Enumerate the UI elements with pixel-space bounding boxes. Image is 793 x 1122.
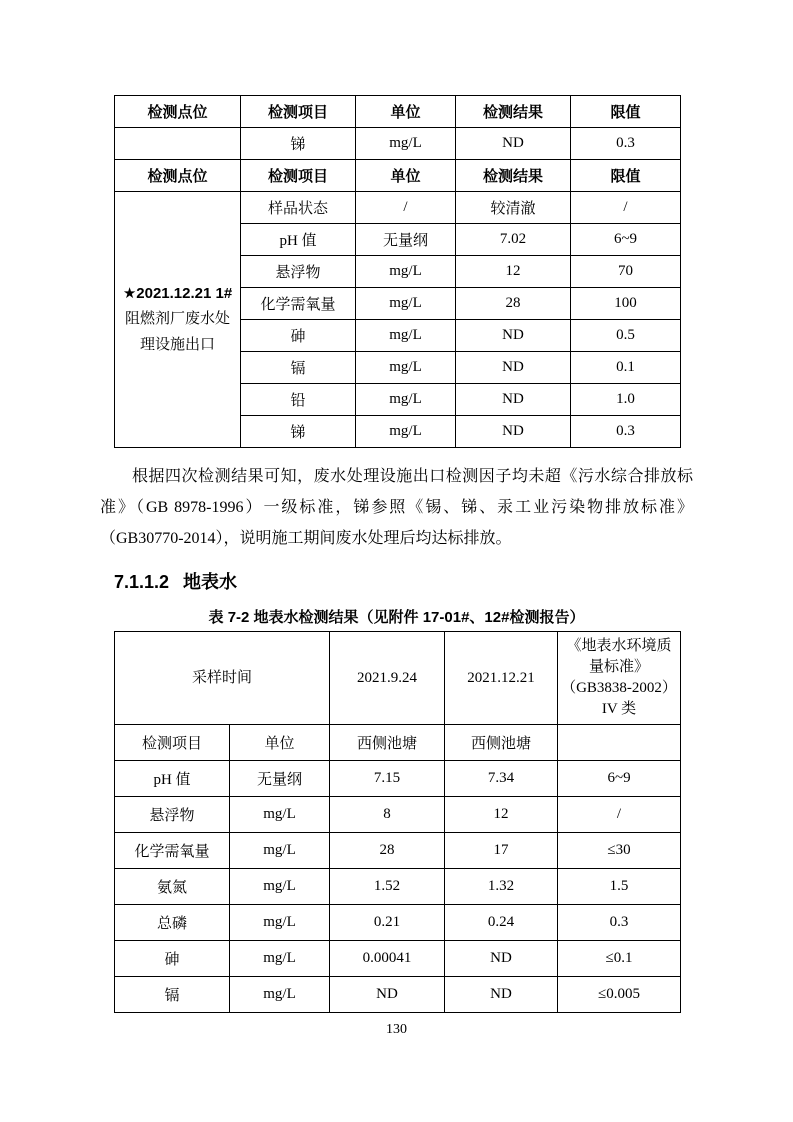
table-cell: mg/L: [356, 416, 456, 448]
table-cell: 0.3: [571, 128, 681, 160]
table-cell: mg/L: [356, 352, 456, 384]
table-cell: 0.24: [445, 905, 558, 941]
table1-row-antimony-top: [115, 128, 681, 160]
table-cell: mg/L: [356, 288, 456, 320]
table-cell: 无量纲: [356, 224, 456, 256]
section-number: 7.1.1.2: [114, 572, 170, 592]
table2-subheader-row: [115, 725, 681, 761]
table-cell: ≤0.005: [558, 977, 681, 1013]
standard-line: IV 类: [601, 701, 637, 717]
table-cell: 0.5: [571, 320, 681, 352]
table-cell: mg/L: [230, 833, 330, 869]
column-header-point: 检测点位: [115, 160, 241, 192]
table-cell: 1.5: [558, 869, 681, 905]
table2-caption: 表 7-2 地表水检测结果（见附件 17-01#、12#检测报告）: [208, 609, 585, 626]
table-cell: ND: [445, 977, 558, 1013]
sampling-time-label: 采样时间: [115, 632, 330, 725]
table-cell: 1.52: [330, 869, 445, 905]
sampling-date-1: 2021.9.24: [330, 632, 445, 725]
table-cell: 6~9: [558, 761, 681, 797]
table-cell: mg/L: [356, 384, 456, 416]
table-cell: mg/L: [356, 320, 456, 352]
table-cell: 化学需氧量: [115, 833, 230, 869]
table-cell: ≤30: [558, 833, 681, 869]
page-number: 130: [386, 1022, 407, 1037]
table-cell: 0.21: [330, 905, 445, 941]
column-header-limit: 限值: [571, 160, 681, 192]
table-cell: 较清澈: [456, 192, 571, 224]
table-cell: 0.3: [571, 416, 681, 448]
table-cell: pH 值: [241, 224, 356, 256]
table-cell: 6~9: [571, 224, 681, 256]
table-cell: ND: [445, 941, 558, 977]
table-cell: /: [558, 797, 681, 833]
table-cell: 1.32: [445, 869, 558, 905]
sampling-point-name: 阻燃剂厂废水处理设施出口: [124, 311, 230, 353]
column-header-result: 检测结果: [456, 160, 571, 192]
table-cell: 12: [445, 797, 558, 833]
table-cell: mg/L: [230, 869, 330, 905]
table-cell: 无量纲: [230, 761, 330, 797]
standard-line: 《地表水环境质: [566, 638, 672, 654]
table-cell: 0.1: [571, 352, 681, 384]
section-heading: [114, 568, 237, 594]
table-cell: 样品状态: [241, 192, 356, 224]
table-cell: ≤0.1: [558, 941, 681, 977]
table-cell: 28: [330, 833, 445, 869]
table-cell: 17: [445, 833, 558, 869]
table-cell: 1.0: [571, 384, 681, 416]
table-cell: 悬浮物: [115, 797, 230, 833]
table-cell: 悬浮物: [241, 256, 356, 288]
sampling-point-date: ★2021.12.21 1#: [122, 284, 233, 302]
column-header-unit: 单位: [356, 160, 456, 192]
table-cell: ND: [456, 128, 571, 160]
table-cell: 氨氮: [115, 869, 230, 905]
table-cell: [115, 128, 241, 160]
table-cell: mg/L: [230, 941, 330, 977]
table1-row: [115, 192, 681, 224]
column-header-pond-2: 西侧池塘: [445, 725, 558, 761]
table1-header-row-2: [115, 160, 681, 192]
column-header-point: 检测点位: [115, 96, 241, 128]
table-cell: 砷: [241, 320, 356, 352]
table-cell: 12: [456, 256, 571, 288]
standard-line: （GB3838-2002）: [561, 680, 677, 696]
wastewater-table: [114, 95, 681, 448]
table-cell: 铅: [241, 384, 356, 416]
table-cell: 镉: [241, 352, 356, 384]
table-cell: 70: [571, 256, 681, 288]
table-cell: 总磷: [115, 905, 230, 941]
column-header-pond-1: 西侧池塘: [330, 725, 445, 761]
table-cell: /: [571, 192, 681, 224]
table-cell: 7.34: [445, 761, 558, 797]
table-cell: 7.02: [456, 224, 571, 256]
table-cell: ND: [330, 977, 445, 1013]
table-cell: 砷: [115, 941, 230, 977]
table-cell: mg/L: [230, 977, 330, 1013]
sampling-point-cell: [115, 192, 241, 448]
table2-row: [115, 905, 681, 941]
conclusion-paragraph: 根据四次检测结果可知，废水处理设施出口检测因子均未超《污水综合排放标准》（GB 8978-1996）一级标准，锑参照《锡、锑、汞工业污染物排放标准》（GB30770-2014），说明施工期间废水处理后均达标排放。: [100, 468, 693, 547]
standard-line: 量标准》: [589, 659, 650, 675]
table-cell: pH 值: [115, 761, 230, 797]
table-cell: mg/L: [230, 797, 330, 833]
table-cell: 镉: [115, 977, 230, 1013]
column-header-result: 检测结果: [456, 96, 571, 128]
table-cell: 0.3: [558, 905, 681, 941]
table-cell: /: [356, 192, 456, 224]
table2-row: [115, 833, 681, 869]
table-cell: mg/L: [356, 256, 456, 288]
table-cell: 0.00041: [330, 941, 445, 977]
column-header-limit: 限值: [571, 96, 681, 128]
column-header-unit: 单位: [230, 725, 330, 761]
table-cell: ND: [456, 384, 571, 416]
sampling-date-2: 2021.12.21: [445, 632, 558, 725]
column-header-unit: 单位: [356, 96, 456, 128]
surface-water-table: [114, 631, 681, 1013]
table-cell: ND: [456, 352, 571, 384]
table-cell: 化学需氧量: [241, 288, 356, 320]
table2-row: [115, 977, 681, 1013]
table1-header-row-1: [115, 96, 681, 128]
table-cell: 7.15: [330, 761, 445, 797]
table2-row: [115, 797, 681, 833]
table-cell: 锑: [241, 416, 356, 448]
table-cell: [558, 725, 681, 761]
table-cell: ND: [456, 416, 571, 448]
table-cell: 100: [571, 288, 681, 320]
table2-row: [115, 869, 681, 905]
standard-cell: [558, 632, 681, 725]
table2-header-row: [115, 632, 681, 725]
column-header-item: 检测项目: [241, 96, 356, 128]
table-cell: ND: [456, 320, 571, 352]
table2-row: [115, 941, 681, 977]
table-cell: 8: [330, 797, 445, 833]
column-header-item: 检测项目: [241, 160, 356, 192]
table-cell: 28: [456, 288, 571, 320]
table-cell: mg/L: [230, 905, 330, 941]
column-header-item: 检测项目: [115, 725, 230, 761]
section-title: 地表水: [183, 572, 238, 592]
table2-row: [115, 761, 681, 797]
table-cell: 锑: [241, 128, 356, 160]
table-cell: mg/L: [356, 128, 456, 160]
